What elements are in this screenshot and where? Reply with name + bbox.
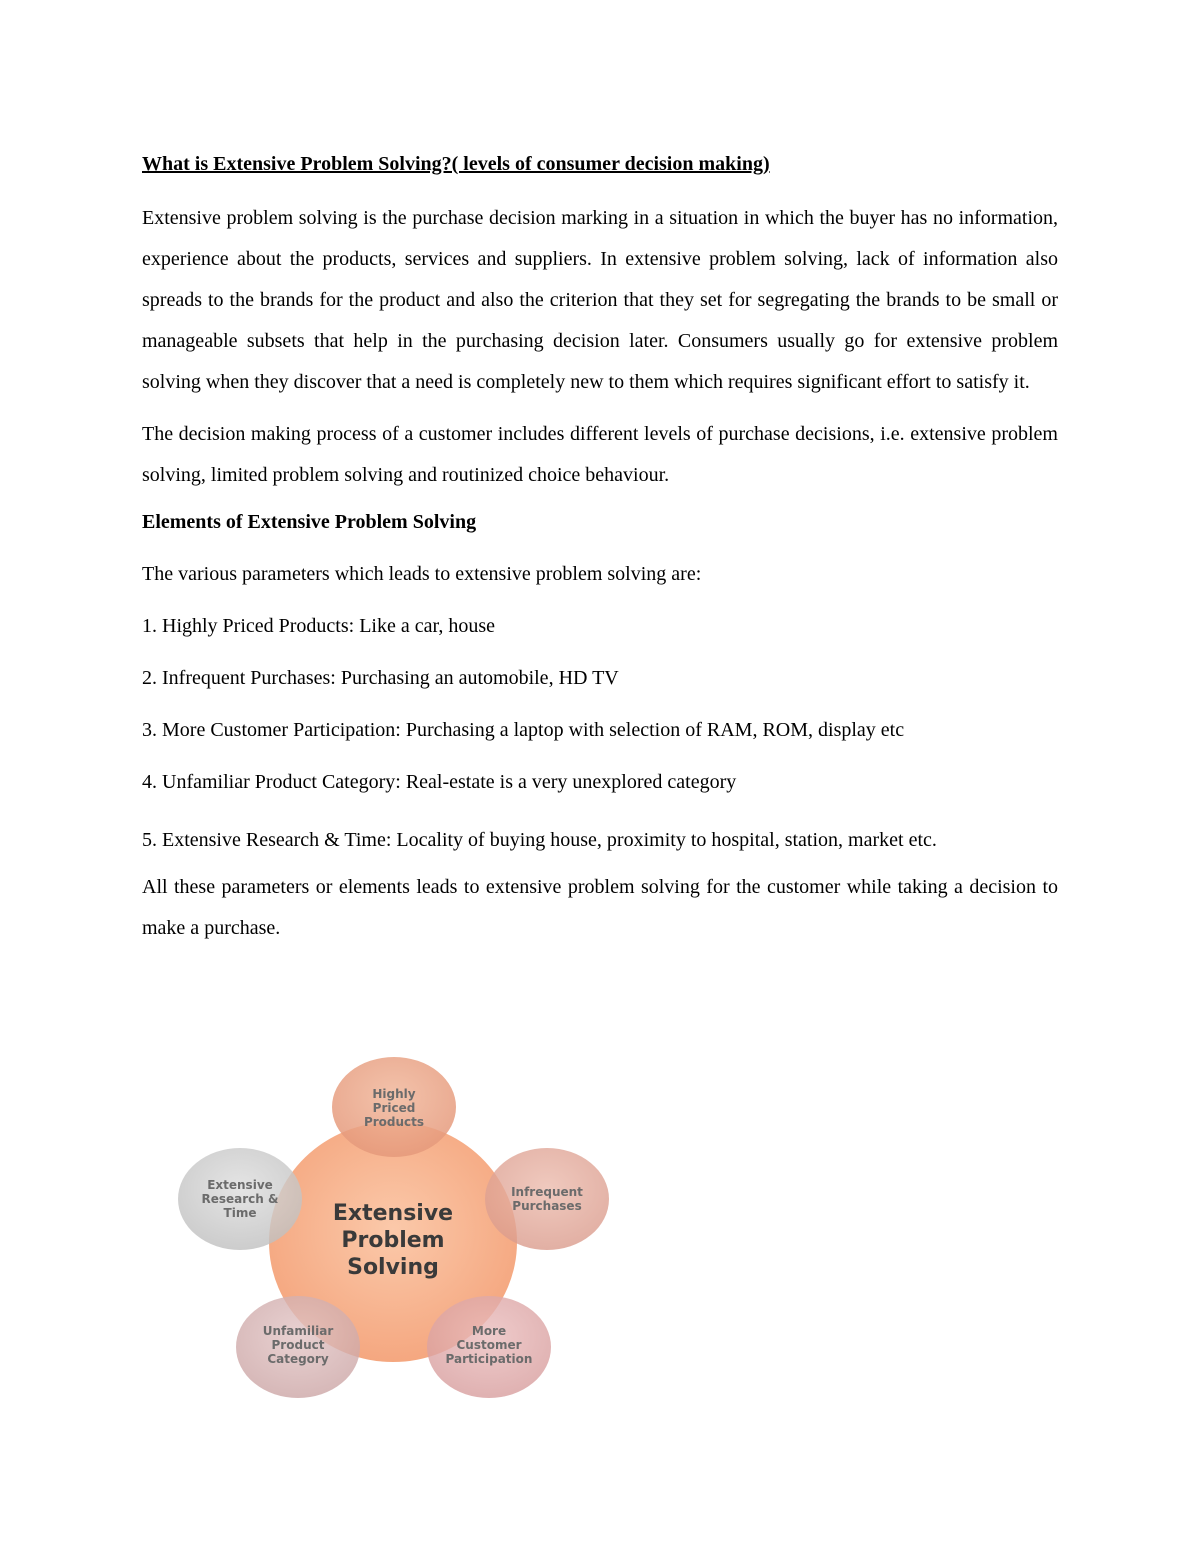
node-bottom-right-label: More: [471, 1324, 507, 1338]
node-bottom-right-label: Customer: [456, 1338, 522, 1352]
list-item: 3. More Customer Participation: Purchasing a laptop with selection of RAM, ROM, display etc: [142, 719, 905, 741]
diagram-figure: [175, 1055, 615, 1400]
list-item: 5. Extensive Research & Time: Locality of buying house, proximity to hospital, station, market etc.: [142, 829, 937, 851]
paragraph-intro: The various parameters which leads to extensive problem solving are:: [142, 563, 702, 585]
node-right-label: Infrequent: [511, 1185, 583, 1199]
list-item: 4. Unfamiliar Product Category: Real-estate is a very unexplored category: [142, 771, 737, 793]
node-bottom-left-label: Category: [267, 1352, 329, 1366]
center-label-line: Extensive: [332, 1201, 454, 1226]
list-item: 2. Infrequent Purchases: Purchasing an automobile, HD TV: [142, 667, 619, 689]
diagram-svg: [175, 1055, 615, 1400]
list-item: 1. Highly Priced Products: Like a car, house: [142, 615, 496, 637]
page-title: What is Extensive Problem Solving?( levels of consumer decision making): [142, 153, 770, 175]
paragraph-conclusion: All these parameters or elements leads to extensive problem solving for the customer while taking a decision to make a purchase.: [142, 876, 1058, 939]
node-left-label: Time: [223, 1206, 257, 1220]
section-heading: Elements of Extensive Problem Solving: [142, 511, 477, 533]
node-top-label: Products: [363, 1115, 425, 1129]
node-top-label: Highly: [372, 1087, 416, 1101]
node-left-label: Extensive: [207, 1178, 273, 1192]
center-label-line: Problem: [341, 1228, 445, 1253]
node-left-label: Research &: [201, 1192, 279, 1206]
paragraph-levels: The decision making process of a customer includes different levels of purchase decisions, i.e. extensive problem solving, limited problem solving and routinized choice behaviour.: [142, 423, 1058, 486]
node-top-label: Priced: [372, 1101, 416, 1115]
center-label-line: Solving: [347, 1255, 439, 1280]
document-body: [142, 150, 1058, 960]
node-bottom-left-label: Unfamiliar: [262, 1324, 334, 1338]
paragraph-definition: Extensive problem solving is the purchase decision marking in a situation in which the buyer has no information, experience about the products, services and suppliers. In extensive problem solving, lack of information also spreads to the brands for the product and also the criterion that they set for segregating the brands to be small or manageable subsets that help in the purchasing decision later. Consumers usually go for extensive problem solving when they discover that a need is completely new to them which requires significant effort to satisfy it.: [142, 207, 1058, 393]
node-bottom-right-label: Participation: [445, 1352, 533, 1366]
node-bottom-left-label: Product: [271, 1338, 325, 1352]
node-right-label: Purchases: [512, 1199, 582, 1213]
